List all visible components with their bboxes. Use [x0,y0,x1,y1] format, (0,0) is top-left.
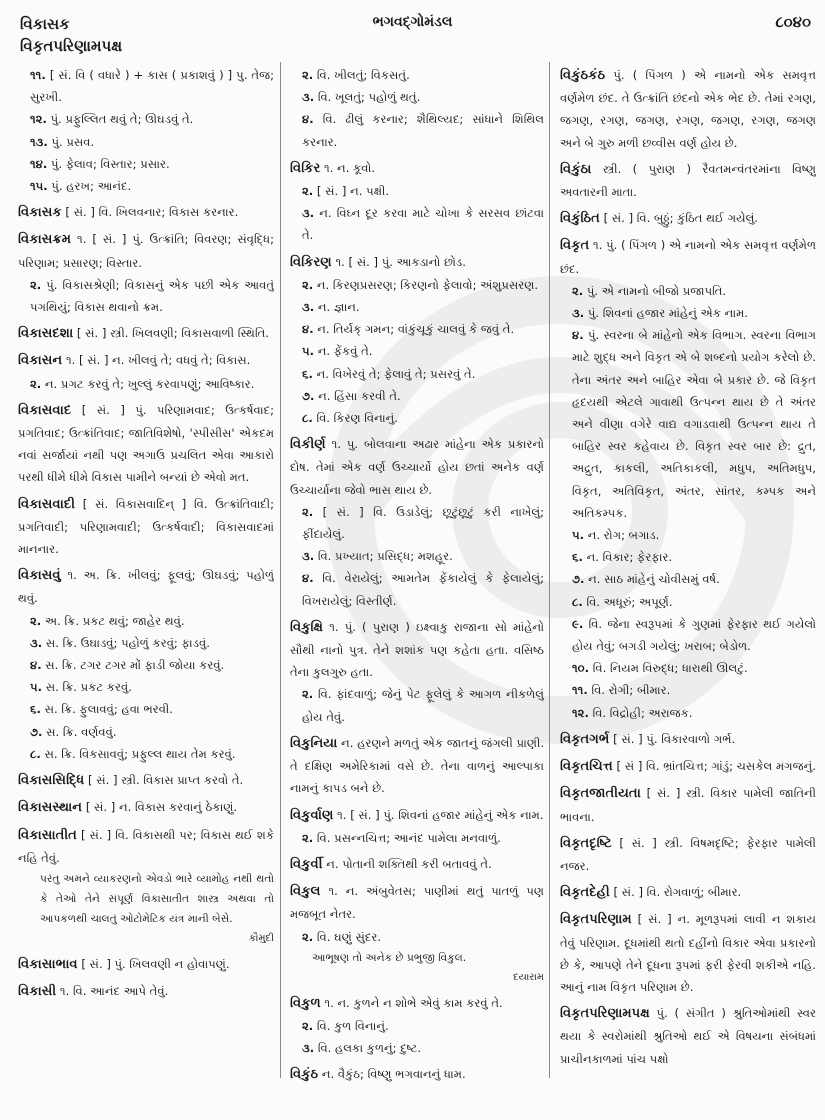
definition-text: [ સં. ] ન. પક્ષી. [316,184,390,199]
definition-sense [290,501,544,545]
entry-first-line [290,251,544,274]
entry-first-line [560,1002,816,1070]
sense-number: ૩. [302,90,315,105]
definition-sense [560,302,816,324]
entry-first-line [290,732,544,800]
definition-sense [290,340,544,362]
headword: વિકુંઠકંઠ [560,68,606,83]
definition-text: સ. ક્રિ. ટગર ટગર મોં ફાડી જોયા કરવું. [45,658,225,673]
sense-number: ૧૧. [30,68,46,82]
entry-first-line [560,755,816,778]
definition-sense [18,654,274,676]
definition-text: વિ. રોગી; બીમાર. [591,683,671,698]
headword: વિકૃત [560,238,590,254]
headword: વિકુળ [290,995,321,1011]
sense-number: ૨. [572,283,584,298]
definition-text: વિ. ખીલતું; વિકસતું. [316,68,410,82]
definition-sense [18,64,274,108]
dictionary-entry [560,158,816,203]
headword: વિકૃતચિત્ત [560,759,613,775]
definition-sense [18,698,274,720]
definition-text: [ સં. ] પું. ખિલવણી ન હોવાપણું. [81,956,230,971]
dictionary-entry [18,769,274,792]
sense-number: ૪. [302,112,314,127]
definition-text: વિ. વેરાયેલું; આમતેમ ફેંકાયેલું કે ફેલાયેલું; વિખરાયેલું; વિસ્તીર્ણ. [302,571,544,608]
headword: વિકિરણ [290,254,332,270]
entry-first-line [18,564,274,609]
definition-sense [560,568,816,590]
dictionary-entry [18,824,274,949]
dictionary-entry [290,804,544,849]
definition-text: પું. ( સંગીત ) શ્રુતિઓમાંથી સ્વર થયા કે સ્વરોમાંથી શ્રુતિઓ થઈ એ વિષયના સંબંધમાં પ્રાચીનકાળમાં પાંચ પક્ષો [560,1006,816,1066]
definition-sense [290,86,544,108]
guideword-first: વિકાસક [20,15,70,33]
entry-first-line [290,616,544,684]
definition-text: પું. પ્રસવ. [51,134,95,149]
definition-sense [290,108,544,152]
entry-first-line [290,433,544,501]
definition-text: [ સં. ] વિ. ખિલવનાર; વિકાસ કરનાર. [65,205,239,220]
sense-number: ૯. [572,616,584,631]
dictionary-entry [290,732,544,800]
definition-text: સ. ક્રિ. વર્ણવવું. [46,724,117,739]
definition-sense [560,679,816,701]
sense-number: ૬. [302,366,313,381]
dictionary-entry [18,953,274,976]
entry-first-line [18,824,274,869]
definition-text: પું. એ નામનો બીજો પ્રજાપતિ. [586,283,727,298]
headword: વિકાસાભાવ [18,956,78,972]
dictionary-entry [290,157,544,247]
headword: વિકાસવું [18,568,61,584]
definition-text: વિ. ઘણું સુંદર. [316,929,382,944]
sense-number: ૬. [572,550,583,565]
dictionary-entry [18,796,274,819]
definition-text: વિ. ફાંદવાળું; જેનું પેટ ફૂલેલું કે આગળ નીકળેલું હોય તેવું. [302,687,544,724]
definition-text: પું. ફેલાવ; વિસ્તાર; પ્રસાર. [50,156,170,171]
sense-number: ૨. [302,929,314,944]
definition-text: [ સં. ] સ્ત્રી. ખિલવણી; વિકાસવાળી સ્થિતિ. [76,326,269,341]
dictionary-entry [560,908,816,998]
definition-sense [560,613,816,657]
definition-text: [ સં. ] પું. પરિણામવાદ; ઉત્કર્ષવાદ; પ્રગતિવાદ; ઉત્ક્રાંતિવાદ; જાતિવિશેષો, 'સ્પીસીસ' એકદમ નવાં સર્જાયાં નથી પણ અગાઉ પ્રચલિત એવા આકારો પરથી ધીમે ધીમે વિકાસ પામીને બન્યાં છે એવો મત. [18,402,274,485]
entry-first-line [560,782,816,827]
definition-text: ૧. પું. ( પુરાણ ) ઇક્ષ્વાકુ રાજાના સો માંહેનો સૌથી નાનો પુત્ર. તેને શશાંક પણ કહેતા હતા. વસિષ્ઠ તેના કુલગુરુ હતા. [290,619,544,680]
definition-text: અ. ક્રિ. પ્રકટ થવું; જાહેર થવું. [44,613,185,628]
definition-text: વિ. પ્રસન્નચિત્ત; આનંદ પામેલા મનવાળું. [316,830,501,845]
definition-text: વિ. પ્રખ્યાત; પ્રસિદ્ધ; મશહૂર. [317,549,453,564]
entry-first-line [560,158,816,203]
headword: વિકૃતજાતીયતા [560,786,641,802]
dictionary-entry [18,228,274,318]
sense-number: ૭. [302,388,315,403]
definition-sense [290,827,544,849]
sense-number: ૪. [302,322,314,337]
headword: વિકૃતદૃષ્ટિ [560,835,612,851]
dictionary-entry [560,207,816,230]
sense-number: ૧૨. [572,705,589,720]
definition-sense [290,683,544,727]
column-3 [560,64,816,1104]
definition-sense [290,64,544,86]
definition-sense [290,274,544,296]
entry-first-line [18,201,274,224]
dictionary-entry [18,980,274,1003]
definition-text: ન. વિઘ્ન દૂર કરવા માટે ચોખા કે સરસવ છાંટવા તે. [302,206,544,243]
definition-text: [ સં. ] વિ. વિકાસથી પર; વિકાસ થઈ શકે નહિ તેવું. [18,827,274,865]
definition-text: [ સં. ] ન. મૂળરૂપમાં લાવી ન શકાય તેવું પરિણામ. દૂધમાંથી થતો દહીંનો વિકાર એવા પ્રકારનો છે કે, આપણે તેને દૂધના રૂપમાં ફરી ફેરવી શકીએ નહિ. આનું નામ વિકૃત પરિણામ છે. [560,912,816,994]
citation-quote [18,869,274,949]
definition-sense [18,721,274,743]
dictionary-entry [290,251,544,430]
definition-text: વિ. નિયમ વિરુદ્ધ; ધારાથી ઊલટું. [592,661,748,676]
sense-number: ૨. [302,830,314,845]
definition-text: વિ. જેના સ્વરૂપમાં કે ગુણમાં ફેરફાર થઈ ગયેલો હોય તેવું; બગડી ગયેલું; ખરાબ; બેડોળ. [572,616,816,654]
definition-sense [560,591,816,613]
headword: વિકાસી [18,984,57,1000]
sense-number: ૧૦. [572,661,590,676]
sense-number: ૩. [302,300,315,315]
column-divider [280,62,281,1078]
sense-number: ૩. [30,635,43,650]
definition-text: ન. ફેંકવું તે. [317,344,373,359]
citation-quote [290,948,544,988]
entry-first-line [560,728,816,751]
definition-text: [ સં. ] વિ. રોગવાળું; બીમાર. [613,885,742,900]
definition-text: ન. જ્ઞાન. [317,300,360,315]
definition-text: ૧. વિ. આનંદ આપે તેવું. [59,984,169,999]
headword: વિકિર [290,160,321,176]
definition-text: ૧. [ સં. ] પું. શિવનાં હજાર માંહેનું એક નામ. [337,807,544,822]
sense-number: ૪. [572,328,584,343]
sense-number: ૧૪. [30,156,48,171]
definition-sense [290,926,544,948]
definition-sense [290,1037,544,1059]
definition-text: પું. શિવનાં હજાર માંહેનું એક નામ. [587,306,748,321]
definition-text: ૧. [ સં. ] પું. આકડાનો છોડ. [335,254,466,269]
column-1 [18,64,274,1104]
dictionary-entry [290,992,544,1060]
sense-number: ૧૩. [30,134,48,149]
definition-text: [ સં. વિકાસવાદિન્ ] વિ. ઉત્ક્રાંતિવાદી; પ્રગતિવાદી; પરિણામવાદી; ઉત્કર્ષવાદી; વિકાસવાદમાં માનનાર. [18,496,274,557]
headword: વિકુંઠિત [560,211,600,227]
definition-sense [560,702,816,724]
definition-sense [290,407,544,429]
definition-text: ન. કિરણપ્રસરણ; કિરણનો ફેલાવો; અંશુપ્રસરણ. [316,277,539,292]
headword: વિકાસક્રમ [18,232,72,248]
sense-number: ૨. [30,613,42,628]
sense-number: ૩. [572,306,585,321]
sense-number: ૭. [30,724,43,739]
definition-sense [290,363,544,385]
headword: વિકૃતપરિણામપક્ષ [560,1006,650,1022]
definition-text: [ સં. ] પું. વિકારવાળો ગર્ભ. [613,731,736,746]
headword: વિકુક્ષિ [290,619,324,635]
definition-sense [560,524,816,546]
definition-text: [ સં ] વિ. ભ્રાંતચિત્ત; ગાંડું; ચસકેલ મગજનું. [616,759,816,774]
entry-first-line [560,881,816,904]
sense-number: ૩. [302,1041,315,1056]
definition-text: [ સં. ] સ્ત્રી. વિકાર પામેલી જાતિની ભાવના. [560,786,816,824]
headword: વિકુર્વી [290,856,323,872]
sense-number: ૮. [302,411,313,426]
definition-text: વિ. કુળ વિનાનું. [316,1018,389,1033]
definition-sense [18,131,274,153]
page-number: ૮૦૪૦ [775,13,811,31]
dictionary-entry [18,201,274,224]
definition-text: ન. વિખેરવું તે; ફેલાવું તે; પ્રસરવું તે. [316,366,476,381]
headword: વિકુર્વાણ [290,807,334,823]
quote-text: આભૂષણ તો અનેક છે પ્રભુજી વિકુલ. [312,951,467,964]
definition-text: ન. સાઠ માંહેનું ચોવીસમું વર્ષ. [588,572,720,587]
entry-first-line [560,234,816,279]
dictionary-entry [560,832,816,877]
dictionary-entry [18,349,274,394]
entry-first-line [18,953,274,976]
definition-text: [ સં. ] ન. વિકાસ કરવાનું ઠેકાણું. [85,800,238,815]
definition-text: સ. ક્રિ. પ્રકટ કરવું. [45,680,132,695]
definition-sense [18,175,274,197]
quote-source: કૌમુદી [248,932,274,944]
definition-sense [18,153,274,175]
quote-text: પરંતુ અમને વ્યાકરણનો એવડો ભારે વ્યામોહ નથી થતો કે તેઓ તેને સંપૂર્ણ વિકાસાતીત શાસ્ત્ર અથવા તો આપકળથી ચાલતું ઓટોમેટિક યંત્ર માની બેસે. [40,872,274,925]
headword: વિકુલ [290,884,321,900]
headword: વિકીર્ણ [290,437,326,453]
entry-first-line [290,804,544,827]
definition-sense [290,180,544,202]
entry-first-line [18,322,274,345]
definition-text: સ. ક્રિ. વિકસાવવું; પ્રફુલ્લ થાય તેમ કરવું. [44,746,236,761]
definition-text: ન. હરણને મળતું એક જાતનું જંગલી પ્રાણી. તે દક્ષિણ અમેરિકામાં વસે છે. તેના વાળનું આલ્પાકા નામનું કાપડ બને છે. [290,735,544,796]
definition-sense [290,318,544,340]
headword: વિકુંઠા [560,161,592,177]
entry-first-line [18,228,274,273]
sense-number: ૩. [302,206,315,221]
definition-text: સ્ત્રી. ( પુરાણ ) રૈવતમન્વંતરમાંના વિષ્ણુ અવતારની માતા. [560,161,816,200]
quote-source: દયારામ [513,971,544,983]
definition-text: સ. ક્રિ. ઉઘાડવું; પહોળું કરવું; ફાડવું. [45,635,210,650]
dictionary-entry [290,616,544,728]
definition-text: પું. પ્રફુલ્લિત થવું તે; ઊઘડવું તે. [50,112,194,127]
definition-sense [290,567,544,611]
definition-text: [ સં. વિ ( વધારે ) + કાસ ( પ્રકાશવું ) ] પુ. તેજ; સુરખી. [30,68,274,105]
definition-text: ન. રોગ; બગાડ. [587,528,660,543]
entry-first-line [290,992,544,1015]
sense-number: ૭. [572,572,585,587]
definition-sense [290,545,544,567]
definition-text: ન. પ્રગટ કરવું તે; ખુલ્લું કરવાપણું; આવિષ્કાર. [44,376,255,391]
definition-text: [ સં. ] વિ. બુઠ્ઠું; કુંઠિત થઈ ગયેલું. [603,211,759,226]
guideword-last: વિકૃતપરિણામપક્ષ [20,37,123,55]
sense-number: ૪. [302,571,314,586]
definition-text: ન. તિર્યક્ ગમન; વાંકુંચૂકું ચાલવું કે જવું તે. [317,322,515,337]
entry-first-line [560,832,816,877]
sense-number: ૨. [302,687,314,702]
sense-number: ૨. [30,277,42,292]
definition-sense [18,610,274,632]
definition-text: ૧. ન. અંબુવેતસ; પાણીમાં થતું પાતળું પણ મજબૂત નેતર. [290,884,544,922]
dictionary-entry [560,1002,816,1070]
headword: વિકાસવાદ [18,402,72,418]
entry-first-line [18,796,274,819]
definition-text: ૧. પું. ( પિંગળ ) એ નામનો એક સમવૃત્ત વર્ણમેળ છંદ. [560,238,816,276]
definition-text: ન. હિંસા કરવી તે. [318,388,401,403]
sense-number: ૨. [302,184,314,199]
definition-sense [290,202,544,246]
sense-number: ૨. [302,504,314,519]
definition-sense [290,385,544,407]
definition-text: ૧. પુ. બોલવાના અઢાર માંહેના એક પ્રકારનો દોષ. તેમાં એક વર્ણ ઉચ્ચાર્યો હોય છતાં અનેક વર્ણ ઉચ્ચાર્યાના જેવો ભાસ થાય છે. [290,437,544,497]
headword: વિકૃતગર્ભ [560,731,610,747]
sense-number: ૨. [302,277,314,292]
dictionary-entry [290,64,544,153]
headword: વિકાસક [18,205,62,221]
definition-text: વિ. ખૂલતું; પહોળું થતું. [317,90,421,105]
headword: વિકાસસિદ્ધિ [18,773,85,789]
column-2 [290,64,544,1104]
entry-first-line [290,1063,544,1086]
headword: વિકૃતપરિણામ [560,912,632,928]
dictionary-entry [18,493,274,561]
headword: વિકુનિયા [290,735,338,751]
definition-text: ૧. [ સં. ] પું. ઉત્ક્રાંતિ; વિવરણ; સંવૃદ્ધિ; પરિણામ; પ્રસારણ; વિસ્તાર. [18,232,274,270]
dictionary-entry [18,64,274,197]
definition-text: ન. પોતાની શક્તિથી કરી બતાવવું તે. [326,856,492,871]
sense-number: ૨. [30,376,42,391]
headword: વિકાસાતીત [18,827,77,843]
definition-sense [560,657,816,679]
entry-first-line [18,399,274,489]
entry-first-line [18,769,274,792]
definition-sense [18,676,274,698]
sense-number: ૮. [572,594,583,609]
definition-text: [ સં. ] વિ. ઉડાડેલું; છૂટુંછૂટું કરી નાખેલું; ફીંદાયેલું. [302,504,544,542]
headword: વિકુંઠ [290,1067,319,1083]
sense-number: ૨. [302,1018,314,1033]
sense-number: ૧૧. [572,683,588,698]
headword: વિકૃતદેહી [560,885,610,901]
column-divider [549,62,550,1078]
definition-text: સ. ક્રિ. ફુલાવવું; હવા ભરવી. [44,702,173,717]
dictionary-entry [560,234,816,723]
definition-text: [ સં. ] સ્ત્રી. વિષમદૃષ્ટિ; ફેરફાર પામેલી નજર. [560,835,816,873]
definition-text: ૧. [ સં. ] ન. ખીલવું તે; વધવું તે; વિકાસ. [65,353,251,368]
definition-text: ૧. ન. કૂવો. [324,160,376,175]
definition-sense [560,546,816,568]
dictionary-entry [560,755,816,778]
definition-sense [18,373,274,395]
entry-first-line [560,64,816,154]
definition-text: પું. હરખ; આનંદ. [51,179,132,194]
sense-number: ૫. [572,528,585,543]
dictionary-entry [560,782,816,827]
definition-text: ન. વૈકુંઠ; વિષ્ણુ ભગવાનનું ધામ. [321,1067,466,1082]
dictionary-entry [290,1063,544,1086]
dictionary-entry [290,880,544,988]
entry-first-line [560,207,816,230]
definition-text: ન. વિકાર; ફેરફાર. [586,550,673,565]
entry-first-line [290,880,544,925]
definition-text: વિ. કિરણ વિનાનું. [316,411,398,426]
dictionary-entry [290,433,544,612]
sense-number: ૫. [302,344,315,359]
sense-number: ૩. [302,549,315,564]
sense-number: ૫. [30,680,43,695]
headword: વિકાસસ્થાન [18,800,83,816]
entry-first-line [18,349,274,372]
definition-text: વિ. હલકા કુળનું; દુષ્ટ. [317,1041,422,1056]
definition-sense [18,108,274,130]
sense-number: ૨. [302,68,314,82]
dictionary-entry [18,322,274,345]
book-title: ભગવદ્ગોમંડલ [372,14,453,30]
headword: વિકાસદશા [18,326,74,342]
entry-first-line [18,980,274,1003]
definition-sense [290,296,544,318]
dictionary-entry [560,881,816,904]
definition-sense [560,324,816,524]
dictionary-entry [18,399,274,489]
headword: વિકાસવાદી [18,496,76,512]
definition-text: ૧. અ. ક્રિ. ખીલવું; ફૂલવું; ઊઘડવું; પહોળું થવું. [18,568,274,606]
entry-first-line [290,157,544,180]
definition-sense [18,743,274,765]
entry-first-line [290,853,544,876]
definition-text: વિ. અધૂરું; અપૂર્ણ. [586,594,673,609]
sense-number: ૬. [30,702,41,717]
definition-text: પું. ( પિંગળ ) એ નામનો એક સમવૃત્ત વર્ણમેળ છંદ. તે ઉત્ક્રાંતિ છંદનો એક ભેદ છે. તેમાં રગણ, જગણ, રગણ, જગણ, રગણ, જગણ, રગણ, જગણ અને બે ગુરુ મળી છવ્વીસ વર્ણ હોય છે. [560,68,816,150]
definition-text: ૧. ન. કુળને ન શોભે એવું કામ કરવું તે. [324,995,503,1010]
headword: વિકાસન [18,353,63,369]
dictionary-entry [560,64,816,154]
definition-sense [290,1015,544,1037]
definition-sense [560,280,816,302]
sense-number: ૧૨. [30,112,47,127]
definition-text: વિ. ઢીલું કરનાર; શૈથિલ્યદ; સાંધાને શિથિલ કરનાર. [302,112,544,149]
dictionary-entry [290,853,544,876]
definition-text: [ સં. ] સ્ત્રી. વિકાસ પ્રાપ્ત કરવો તે. [88,773,244,788]
entry-first-line [560,908,816,998]
sense-number: ૧૫. [30,179,48,194]
definition-text: પું. સ્વરના બે માંહેનો એક વિભાગ. સ્વરના વિભાગ માટે શુદ્ધ અને વિકૃત એ બે શબ્દનો પ્રયોગ કરેલો છે. તેના અંતર અને બાહિર એવા બે પ્રકાર છે. જે વિકૃત હૃદયથી એટલે ગાવાથી ઉત્પન્ન થાય છે તે અંતર અને વીણા વગેરે વાદ્ય વગાડવાથી ઉત્પન્ન થાય તે બાહિર સ્વર કહેવાય છે. વિકૃત સ્વર બાર છે: દ્રુત, અદ્રુત, કાકલી, અતિકાકલી, મધુપ, અતિમધુપ, વિકૃત, અતિવિકૃત, અંતર, સાંતર, કમ્પક અને અતિકમ્પક. [572,328,816,520]
definition-text: પું. વિકાસશ્રેણી; વિકાસનું એક પછી એક આવતું પગથિયું; વિકાસ થવાનો ક્રમ. [30,277,274,315]
dictionary-entry [18,564,274,765]
definition-sense [18,274,274,318]
dictionary-entry [560,728,816,751]
definition-sense [18,632,274,654]
entry-first-line [18,493,274,561]
sense-number: ૪. [30,658,42,673]
sense-number: ૮. [30,746,41,761]
definition-text: વિ. વિદ્રોહી; અરાજક. [592,705,693,720]
